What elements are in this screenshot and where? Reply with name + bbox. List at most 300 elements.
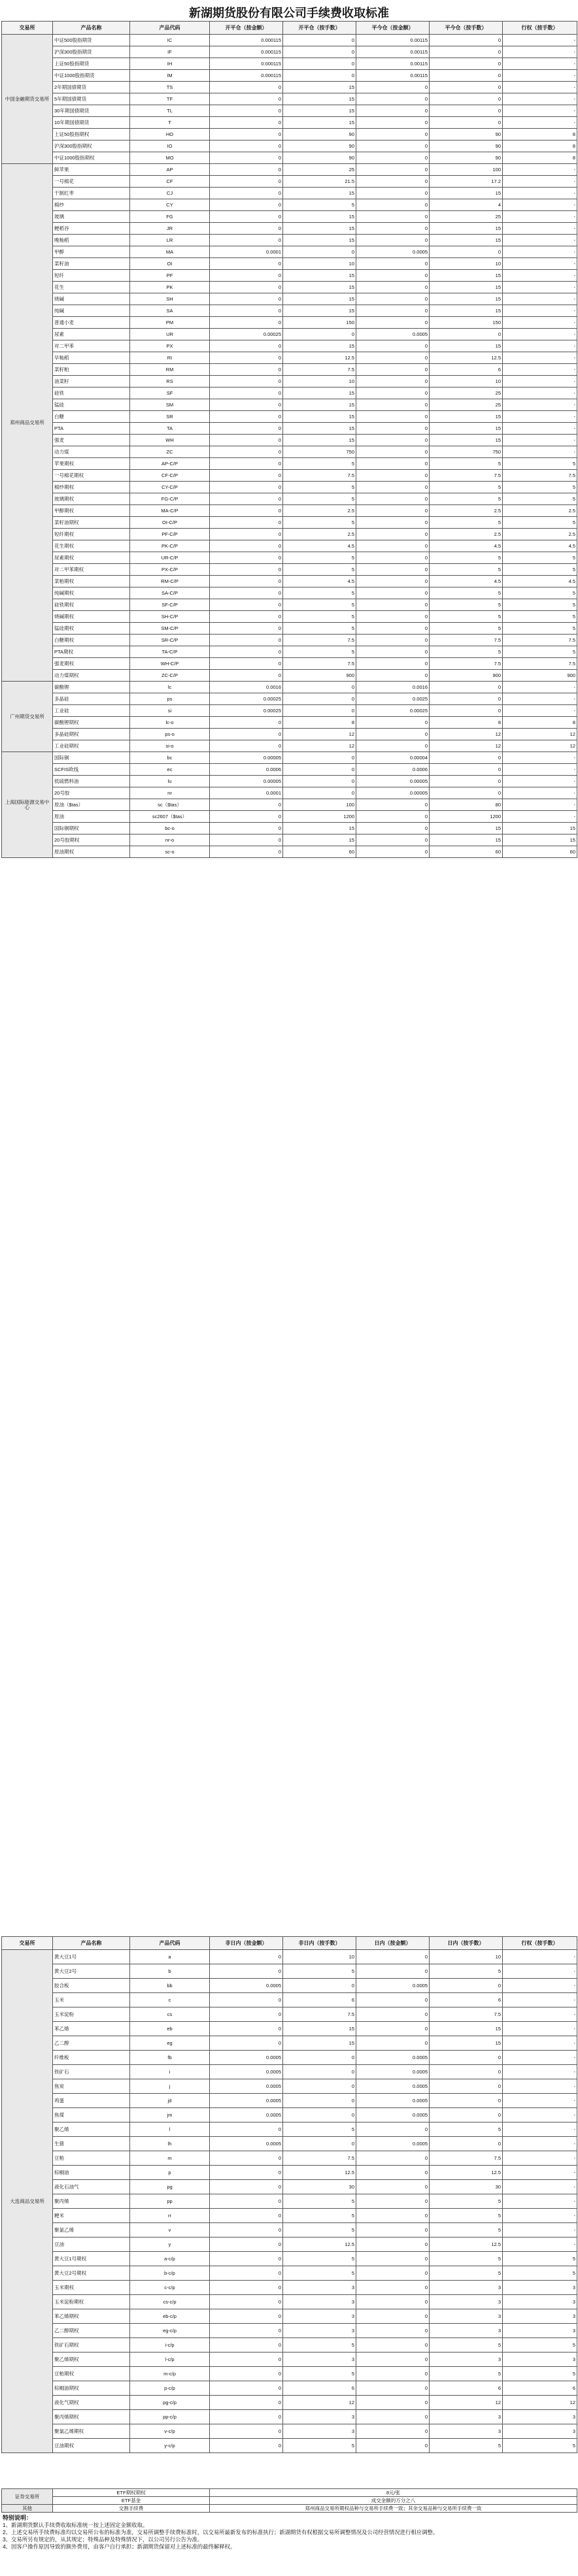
product-code: pg-c/p bbox=[130, 2396, 210, 2410]
fee-value: 0 bbox=[356, 2396, 430, 2410]
product-code: JR bbox=[130, 223, 210, 235]
product-name: 苯乙烯 bbox=[53, 2022, 130, 2036]
fee-value: 0 bbox=[283, 2079, 356, 2094]
product-code: UR-C/P bbox=[130, 552, 210, 564]
fee-value: 0 bbox=[210, 411, 283, 423]
table-row bbox=[2, 482, 577, 493]
fee-value: 0 bbox=[210, 223, 283, 235]
product-name: 纤维板 bbox=[53, 2051, 130, 2065]
fee-value: 0 bbox=[210, 105, 283, 117]
fee-value: 0 bbox=[356, 2166, 430, 2180]
fee-value: 0 bbox=[356, 2036, 430, 2051]
exchange-name: 证券交易所 bbox=[2, 2489, 53, 2505]
product-code: SF bbox=[130, 388, 210, 399]
table-row bbox=[2, 164, 577, 176]
fee-value: 0 bbox=[283, 682, 356, 693]
product-code: SH bbox=[130, 293, 210, 305]
fee-value: 750 bbox=[430, 446, 503, 458]
fee-value: 15 bbox=[283, 270, 356, 282]
product-name: 20号胶期权 bbox=[53, 834, 130, 846]
table-row bbox=[2, 658, 577, 670]
product-code: UR bbox=[130, 329, 210, 340]
product-code: m bbox=[130, 2151, 210, 2166]
fee-value: 0 bbox=[430, 705, 503, 717]
fee-value: - bbox=[503, 352, 577, 364]
table-row bbox=[2, 646, 577, 658]
table-row bbox=[2, 2353, 577, 2367]
fee-value: - bbox=[503, 317, 577, 329]
fee-value: - bbox=[503, 1964, 577, 1979]
fee-value: 6 bbox=[283, 2381, 356, 2396]
product-code: v-c/p bbox=[130, 2424, 210, 2439]
fee-value: - bbox=[503, 2036, 577, 2051]
fee-value: 0 bbox=[210, 2367, 283, 2381]
fee-value: 5 bbox=[283, 199, 356, 211]
product-code: RI bbox=[130, 352, 210, 364]
fee-value: 90 bbox=[283, 140, 356, 152]
fee-value: 0 bbox=[283, 752, 356, 764]
product-code: pp bbox=[130, 2194, 210, 2209]
fee-value: 8 bbox=[503, 717, 577, 729]
fee-value: 5 bbox=[283, 517, 356, 529]
fee-value: 0 bbox=[210, 2281, 283, 2295]
table-row bbox=[2, 2022, 577, 2036]
fee-table-main bbox=[1, 21, 577, 858]
fee-value: 0 bbox=[356, 270, 430, 282]
fee-value: 0 bbox=[210, 293, 283, 305]
product-name: ETF基金 bbox=[53, 2497, 210, 2505]
product-code: b bbox=[130, 1964, 210, 1979]
table-row bbox=[2, 752, 577, 764]
fee-value: 6 bbox=[430, 2381, 503, 2396]
fee-value: 5 bbox=[283, 2439, 356, 2453]
product-name: 棉纱 bbox=[53, 199, 130, 211]
table-row bbox=[2, 2489, 577, 2497]
product-code: OI-C/P bbox=[130, 517, 210, 529]
product-name: 豆粕期权 bbox=[53, 2367, 130, 2381]
fee-value: 0 bbox=[430, 2094, 503, 2108]
product-code: OI bbox=[130, 258, 210, 270]
table-row bbox=[2, 1979, 577, 1993]
fee-value: 0 bbox=[210, 117, 283, 129]
fee-value: 15 bbox=[430, 834, 503, 846]
product-name: 上证50股指期货 bbox=[53, 58, 130, 70]
fee-value: 0 bbox=[356, 2281, 430, 2295]
fee-value: - bbox=[503, 2122, 577, 2137]
table-row bbox=[2, 787, 577, 799]
fee-value: 5 bbox=[283, 2338, 356, 2353]
fee-value: 0.0005 bbox=[356, 329, 430, 340]
fee-value: 0 bbox=[210, 2166, 283, 2180]
fee-value: 90 bbox=[430, 140, 503, 152]
product-code: lc bbox=[130, 682, 210, 693]
fee-value: 8 bbox=[283, 717, 356, 729]
fee-value: 5 bbox=[503, 2266, 577, 2281]
fee-value: 90 bbox=[283, 152, 356, 164]
fee-value: 0 bbox=[430, 2051, 503, 2065]
product-name: 苹果期权 bbox=[53, 458, 130, 470]
fee-value: 0 bbox=[356, 799, 430, 811]
fee-value: 0 bbox=[356, 470, 430, 482]
note-item: 4、因客户操作原因导致的额外费用，由客户自行承担；新湖期货保留对上述标准的最终解释权。 bbox=[3, 2543, 236, 2550]
fee-value: - bbox=[503, 188, 577, 199]
fee-value: 15 bbox=[430, 235, 503, 246]
fee-value: 80 bbox=[430, 799, 503, 811]
fee-value: 12 bbox=[503, 740, 577, 752]
fee-value: 0 bbox=[283, 246, 356, 258]
fee-value: 12.5 bbox=[283, 2166, 356, 2180]
product-name: 聚丙烯 bbox=[53, 2194, 130, 2209]
fee-value: 0 bbox=[356, 2237, 430, 2252]
product-code: PM bbox=[130, 317, 210, 329]
fee-value: 0 bbox=[430, 2137, 503, 2151]
fee-value: 2.5 bbox=[430, 529, 503, 540]
table-row bbox=[2, 105, 577, 117]
fee-value: - bbox=[503, 211, 577, 223]
fee-value: 0 bbox=[210, 2252, 283, 2266]
fee-value: - bbox=[503, 2137, 577, 2151]
fee-value: 0 bbox=[210, 2381, 283, 2396]
exchange-name: 其他 bbox=[2, 2505, 53, 2513]
fee-value: 5 bbox=[283, 646, 356, 658]
fee-value: 0 bbox=[356, 293, 430, 305]
fee-value: 0 bbox=[356, 2194, 430, 2209]
fee-value: 0 bbox=[210, 1993, 283, 2007]
fee-value: 0.0025 bbox=[356, 693, 430, 705]
fee-value: 10 bbox=[283, 258, 356, 270]
product-name: SCFIS欧线 bbox=[53, 764, 130, 776]
product-code: l bbox=[130, 2122, 210, 2137]
product-code: SA bbox=[130, 305, 210, 317]
product-name: 花生 bbox=[53, 282, 130, 293]
product-code: IM bbox=[130, 70, 210, 82]
fee-value: 2.5 bbox=[503, 529, 577, 540]
fee-value: 0 bbox=[210, 199, 283, 211]
product-name: 中证1000股指期货 bbox=[53, 70, 130, 82]
fee-value: - bbox=[503, 329, 577, 340]
product-name: 原油 bbox=[53, 811, 130, 823]
fee-value: 0 bbox=[210, 2223, 283, 2237]
fee-value: 0 bbox=[210, 2424, 283, 2439]
fee-value: 5 bbox=[503, 587, 577, 599]
fee-value: 0.0005 bbox=[210, 2137, 283, 2151]
product-name: 甲醇 bbox=[53, 246, 130, 258]
fee-value: 0 bbox=[210, 129, 283, 140]
notes-list bbox=[3, 2522, 575, 2551]
note-item: 1、新湖期货默认手续费收取标准统一按上述固定金额收取。 bbox=[3, 2522, 148, 2528]
product-name: 多晶硅 bbox=[53, 693, 130, 705]
fee-value: 0 bbox=[356, 2122, 430, 2137]
fee-value: 0 bbox=[430, 1979, 503, 1993]
fee-value: 5 bbox=[430, 517, 503, 529]
fee-value: 0.00025 bbox=[210, 705, 283, 717]
column-header: 交易所 bbox=[2, 1937, 53, 1950]
table-row bbox=[2, 340, 577, 352]
product-code: SH-C/P bbox=[130, 611, 210, 623]
table-row bbox=[2, 729, 577, 740]
fee-value: 900 bbox=[283, 670, 356, 682]
product-name: 菜籽粕 bbox=[53, 364, 130, 376]
product-code: m-c/p bbox=[130, 2367, 210, 2381]
fee-value: 15 bbox=[283, 117, 356, 129]
table-row bbox=[2, 635, 577, 646]
product-code: SM bbox=[130, 399, 210, 411]
fee-value: 0 bbox=[210, 1964, 283, 1979]
table-row bbox=[2, 740, 577, 752]
fee-value: 0.000115 bbox=[210, 35, 283, 46]
fee-value: 0 bbox=[356, 211, 430, 223]
product-code: rr bbox=[130, 2209, 210, 2223]
product-code: eg bbox=[130, 2036, 210, 2051]
product-name: 短纤 bbox=[53, 270, 130, 282]
product-code: SR bbox=[130, 411, 210, 423]
table-row bbox=[2, 670, 577, 682]
product-code: PF-C/P bbox=[130, 529, 210, 540]
fee-value: 0.00005 bbox=[210, 752, 283, 764]
fee-value: 3 bbox=[503, 2281, 577, 2295]
product-code: eb bbox=[130, 2022, 210, 2036]
product-name: 工业硅 bbox=[53, 705, 130, 717]
product-code: pp-c/p bbox=[130, 2410, 210, 2424]
fee-value: 3 bbox=[283, 2309, 356, 2324]
table-row bbox=[2, 235, 577, 246]
product-code: CF-C/P bbox=[130, 470, 210, 482]
fee-value: 15 bbox=[283, 235, 356, 246]
fee-value: 0 bbox=[210, 834, 283, 846]
fee-value: - bbox=[503, 399, 577, 411]
table-row bbox=[2, 176, 577, 188]
fee-value: 7.5 bbox=[430, 635, 503, 646]
column-header: 行权（按手数） bbox=[503, 22, 577, 35]
product-code: ps-o bbox=[130, 729, 210, 740]
fee-value: - bbox=[503, 1950, 577, 1964]
fee-value: - bbox=[503, 176, 577, 188]
product-name: 鲜苹果 bbox=[53, 164, 130, 176]
column-header: 产品代码 bbox=[130, 22, 210, 35]
product-code: bc-o bbox=[130, 823, 210, 834]
fee-value: 0 bbox=[210, 2007, 283, 2022]
fee-value: - bbox=[503, 2180, 577, 2194]
product-code: si-o bbox=[130, 740, 210, 752]
fee-value: 0 bbox=[356, 729, 430, 740]
fee-value: - bbox=[503, 435, 577, 446]
fee-value: 0.0005 bbox=[356, 2079, 430, 2094]
fee-value: 0 bbox=[356, 117, 430, 129]
table-row bbox=[2, 493, 577, 505]
table-row bbox=[2, 2410, 577, 2424]
fee-value: 0 bbox=[356, 435, 430, 446]
fee-value: - bbox=[503, 270, 577, 282]
product-code: T bbox=[130, 117, 210, 129]
fee-value: 成交金额的万分之八 bbox=[210, 2497, 577, 2505]
table-row bbox=[2, 70, 577, 82]
fee-value: 0 bbox=[356, 129, 430, 140]
fee-value: 0 bbox=[210, 435, 283, 446]
fee-value: 4.5 bbox=[430, 576, 503, 587]
product-code: si bbox=[130, 705, 210, 717]
table-row bbox=[2, 1993, 577, 2007]
fee-value: 0 bbox=[210, 635, 283, 646]
fee-value: 0 bbox=[430, 2065, 503, 2079]
fee-value: - bbox=[503, 223, 577, 235]
table-row bbox=[2, 599, 577, 611]
fee-value: 8 bbox=[503, 140, 577, 152]
fee-value: 5 bbox=[430, 1964, 503, 1979]
fee-value: 5 bbox=[430, 623, 503, 635]
table-row bbox=[2, 188, 577, 199]
table-row bbox=[2, 2108, 577, 2122]
fee-table-dce bbox=[1, 1936, 577, 2453]
fee-value: 5 bbox=[430, 2439, 503, 2453]
fee-value: 5 bbox=[503, 623, 577, 635]
fee-value: - bbox=[503, 82, 577, 93]
fee-value: 3 bbox=[503, 2324, 577, 2338]
fee-value: 0 bbox=[210, 717, 283, 729]
fee-value: 3 bbox=[283, 2281, 356, 2295]
fee-value: 15 bbox=[430, 270, 503, 282]
fee-value: 15 bbox=[283, 2022, 356, 2036]
table-row bbox=[2, 505, 577, 517]
table-row bbox=[2, 2505, 577, 2513]
fee-value: 15 bbox=[283, 93, 356, 105]
fee-value: 0 bbox=[356, 599, 430, 611]
column-header: 平今仓（按金额） bbox=[356, 22, 430, 35]
fee-value: 3 bbox=[283, 2424, 356, 2439]
table-row bbox=[2, 823, 577, 834]
product-name: 黄大豆2号 bbox=[53, 1964, 130, 1979]
fee-value: - bbox=[503, 105, 577, 117]
fee-value: 0 bbox=[356, 423, 430, 435]
product-code: SF-C/P bbox=[130, 599, 210, 611]
column-header: 非日内（按手数） bbox=[283, 1937, 356, 1950]
product-code: bc bbox=[130, 752, 210, 764]
fee-value: 15 bbox=[283, 411, 356, 423]
fee-value: 0.0005 bbox=[210, 2051, 283, 2065]
exchange-name: 中国金融期货交易所 bbox=[2, 35, 53, 164]
fee-value: 5 bbox=[503, 482, 577, 493]
fee-value: 0 bbox=[210, 270, 283, 282]
fee-value: 5 bbox=[430, 564, 503, 576]
fee-value: - bbox=[503, 46, 577, 58]
fee-value: 0 bbox=[356, 517, 430, 529]
fee-value: 5 bbox=[283, 493, 356, 505]
table-row bbox=[2, 2295, 577, 2309]
table-row bbox=[2, 46, 577, 58]
fee-value: 0 bbox=[210, 152, 283, 164]
fee-value: - bbox=[503, 340, 577, 352]
fee-value: - bbox=[503, 693, 577, 705]
product-name: 多晶硅期权 bbox=[53, 729, 130, 740]
product-name: 玻璃 bbox=[53, 211, 130, 223]
fee-value: 0 bbox=[356, 564, 430, 576]
fee-value: 3 bbox=[430, 2309, 503, 2324]
product-name: 豆粕 bbox=[53, 2151, 130, 2166]
fee-value: 0 bbox=[210, 305, 283, 317]
fee-value: 0 bbox=[283, 58, 356, 70]
product-name: 玻璃期权 bbox=[53, 493, 130, 505]
product-code: cs-c/p bbox=[130, 2295, 210, 2309]
fee-value: - bbox=[503, 93, 577, 105]
fee-value: - bbox=[503, 682, 577, 693]
fee-value: 0 bbox=[356, 587, 430, 599]
fee-value: 7.5 bbox=[503, 658, 577, 670]
fee-value: 0 bbox=[430, 58, 503, 70]
product-name: 液化气期权 bbox=[53, 2396, 130, 2410]
fee-value: - bbox=[503, 388, 577, 399]
fee-value: 15 bbox=[430, 293, 503, 305]
product-name: 原油期权 bbox=[53, 846, 130, 858]
fee-value: 0 bbox=[356, 505, 430, 517]
product-name: 铁矿石期权 bbox=[53, 2338, 130, 2353]
fee-value: 0 bbox=[356, 834, 430, 846]
table-row bbox=[2, 140, 577, 152]
fee-value: 3 bbox=[430, 2410, 503, 2424]
fee-value: 90 bbox=[430, 152, 503, 164]
fee-value: 15 bbox=[283, 423, 356, 435]
fee-value: 0 bbox=[210, 576, 283, 587]
fee-value: 100 bbox=[430, 164, 503, 176]
product-code: RM bbox=[130, 364, 210, 376]
fee-value: 0.0016 bbox=[356, 682, 430, 693]
column-header: 交易所 bbox=[2, 22, 53, 35]
fee-value: 0 bbox=[356, 846, 430, 858]
fee-value: 0 bbox=[430, 246, 503, 258]
product-code: WH-C/P bbox=[130, 658, 210, 670]
fee-value: 0 bbox=[210, 2338, 283, 2353]
fee-value: 5 bbox=[430, 2266, 503, 2281]
product-name: 早籼稻 bbox=[53, 352, 130, 364]
product-name: 聚乙烯期权 bbox=[53, 2353, 130, 2367]
product-name: 10年期国债期货 bbox=[53, 117, 130, 129]
fee-value: 0 bbox=[210, 529, 283, 540]
column-header: 产品名称 bbox=[53, 22, 130, 35]
fee-value: 5 bbox=[430, 599, 503, 611]
table-row bbox=[2, 376, 577, 388]
product-code: CY-C/P bbox=[130, 482, 210, 493]
fee-value: 0 bbox=[210, 740, 283, 752]
fee-value: 0 bbox=[283, 787, 356, 799]
fee-value: 5 bbox=[283, 2122, 356, 2137]
product-code: ZC bbox=[130, 446, 210, 458]
product-code: y-c/p bbox=[130, 2439, 210, 2453]
table-row bbox=[2, 470, 577, 482]
fee-value: 0.0005 bbox=[356, 246, 430, 258]
table-row bbox=[2, 2324, 577, 2338]
fee-value: 0 bbox=[210, 846, 283, 858]
fee-value: 60 bbox=[430, 846, 503, 858]
fee-value: 8 bbox=[503, 129, 577, 140]
table-row bbox=[2, 317, 577, 329]
fee-value: 6 bbox=[430, 1993, 503, 2007]
fee-value: 0 bbox=[356, 152, 430, 164]
product-code: cs bbox=[130, 2007, 210, 2022]
fee-value: 0 bbox=[430, 764, 503, 776]
fee-value: 100 bbox=[283, 799, 356, 811]
fee-value: 0 bbox=[210, 364, 283, 376]
fee-value: 0 bbox=[356, 2151, 430, 2166]
product-name: 焦煤 bbox=[53, 2108, 130, 2122]
fee-value: 0 bbox=[283, 2051, 356, 2065]
product-code: lu bbox=[130, 776, 210, 787]
table-row bbox=[2, 446, 577, 458]
fee-value: 0 bbox=[210, 140, 283, 152]
fee-value: 0 bbox=[356, 2353, 430, 2367]
product-name: 国际铜 bbox=[53, 752, 130, 764]
fee-value: 5 bbox=[283, 2223, 356, 2237]
product-code: eg-c/p bbox=[130, 2324, 210, 2338]
fee-value: 5 bbox=[283, 1964, 356, 1979]
fee-value: 0 bbox=[430, 93, 503, 105]
